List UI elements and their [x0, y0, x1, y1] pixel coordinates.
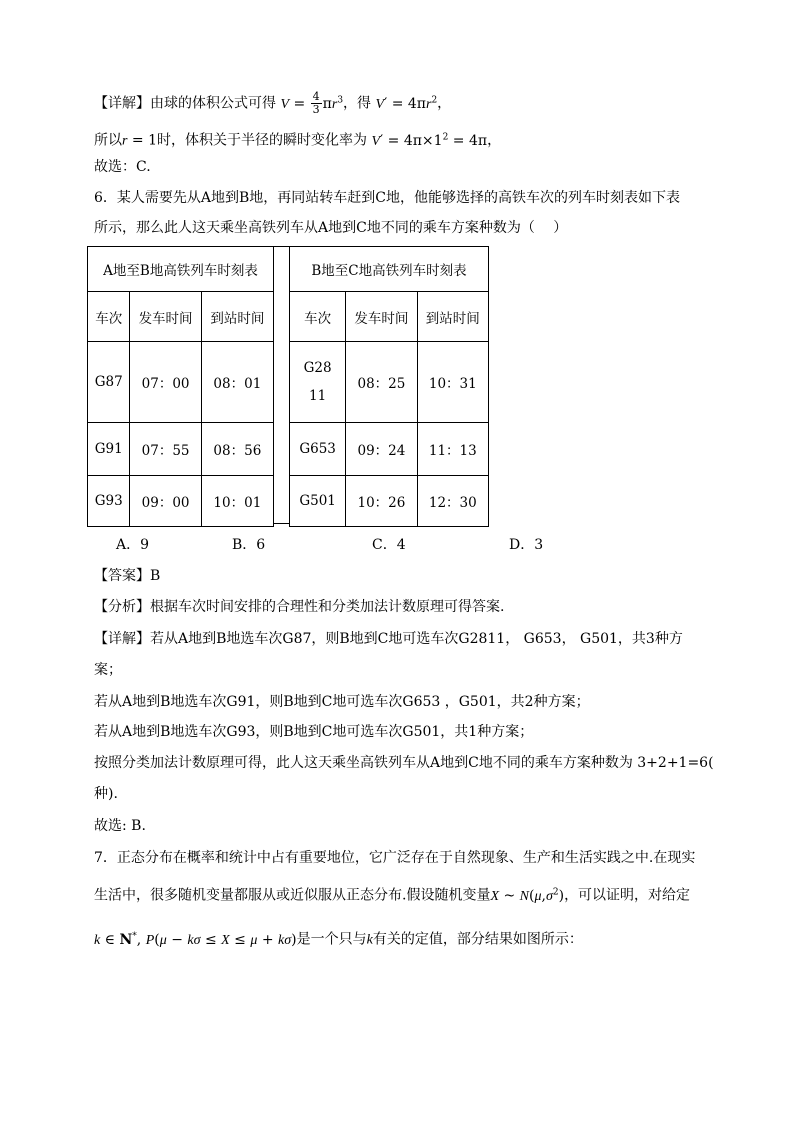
detail-text-2: ，得 — [343, 95, 372, 112]
cell: 08：01 — [201, 342, 273, 423]
cell: 11：13 — [417, 423, 488, 476]
detail-line-1 — [94, 629, 683, 649]
q7-text-3: 是一个只与 — [296, 931, 367, 948]
col-header: 发车时间 — [130, 292, 201, 342]
cell: 07：00 — [130, 342, 201, 423]
table-row — [88, 423, 274, 476]
table-row — [290, 423, 489, 476]
table-row — [88, 342, 274, 423]
cell: G501 — [290, 476, 346, 527]
table-row — [88, 476, 274, 527]
detail-line-2: 案； — [94, 662, 122, 678]
detail-text-4: 时，体积关于半径的瞬时变化率为 — [157, 132, 367, 149]
table-row — [290, 342, 489, 423]
cell: 12：30 — [417, 476, 488, 527]
cell: 10：26 — [346, 476, 417, 527]
option-b: B．6 — [232, 537, 266, 553]
q5-detail-line: 【详解】由球的体积公式可得 V = $\frac{4}{3}$ $\pi r^3$，得 $V' = 4\pi r^2$， — [94, 90, 452, 117]
col-header: 车次 — [88, 292, 130, 342]
analysis-text: 根据车次时间安排的合理性和分类加法计数原理可得答案. — [150, 599, 505, 615]
cell: G653 — [290, 423, 346, 476]
q7-line-3: k ∈ N*, P(μ − kσ ≤ X ≤ μ + kσ)是一个只与k有关的定值，部分结果如图所示： — [94, 931, 583, 948]
q6-stem-line-1: 6．某人需要先从A地到B地，再同站转车赶到C地，他能够选择的高铁车次的列车时刻表如下表 — [94, 190, 681, 206]
detail-line-5: 按照分类加法计数原理可得，此人这天乘坐高铁列车从A地到C地不同的乘车方案种数为 3+2+1=6( — [94, 755, 714, 771]
table-row — [290, 476, 489, 527]
q7-text-4: 有关的定值，部分结果如图所示： — [372, 931, 583, 948]
option-c: C．4 — [372, 537, 406, 553]
fraction: $\frac{4}{3}$ — [312, 90, 320, 117]
derivative-formula: $V' = 4\pi r^2$ — [375, 95, 438, 112]
q5-answer: 故选：C. — [94, 159, 151, 175]
volume-formula: V = $\frac{4}{3}$ $\pi r^3$ — [280, 90, 344, 117]
q7-text-2: ，可以证明，对给定 — [564, 887, 691, 904]
detail-text: 若从A地到B地选车次G87，则B地到C地可选车次G2811， G653， G501，共3种方 — [150, 631, 683, 647]
col-header: 车次 — [290, 292, 346, 342]
detail-line-3: 若从A地到B地选车次G91，则B地到C地可选车次G653 ，G501，共2种方案； — [94, 694, 590, 710]
cell: G2811 — [290, 342, 346, 423]
cell: 10：01 — [201, 476, 273, 527]
analysis-tag: 【分析】 — [94, 599, 150, 615]
cell: 08：56 — [201, 423, 273, 476]
timetable-b-to-c — [289, 246, 489, 527]
table-separator — [274, 246, 289, 524]
detail-tag: 【详解】 — [94, 95, 150, 112]
option-a: A．9 — [116, 537, 150, 553]
q5-detail-line-2: 所以r = 1时，体积关于半径的瞬时变化率为 $V' = 4\pi\times 1^2 = 4\pi$， — [94, 132, 502, 149]
rate-formula: $V' = 4\pi\times 1^2 = 4\pi$ — [371, 132, 488, 149]
col-header: 到站时间 — [417, 292, 488, 342]
cell: 10：31 — [417, 342, 488, 423]
cell: 09：00 — [130, 476, 201, 527]
cell: G93 — [88, 476, 130, 527]
cell: G91 — [88, 423, 130, 476]
analysis-line — [94, 597, 504, 617]
col-header: 到站时间 — [201, 292, 273, 342]
table-title: A地至B地高铁列车时刻表 — [88, 247, 274, 292]
cell: 08：25 — [346, 342, 417, 423]
table-title: B地至C地高铁列车时刻表 — [290, 247, 489, 292]
detail-line-4: 若从A地到B地选车次G93，则B地到C地可选车次G501，共1种方案； — [94, 724, 534, 740]
detail-text-3: 所以 — [94, 132, 122, 149]
q6-conclusion: 故选: B. — [94, 818, 146, 834]
timetable-a-to-b — [87, 246, 274, 527]
detail-text: 由球的体积公式可得 — [150, 95, 276, 112]
cell: G87 — [88, 342, 130, 423]
detail-line-6: 种). — [94, 786, 118, 802]
q7-line-1: 7．正态分布在概率和统计中占有重要地位，它广泛存在于自然现象、生产和生活实践之中.在现实 — [94, 850, 696, 866]
q7-line-2 — [94, 882, 690, 907]
cell: 09：24 — [346, 423, 417, 476]
answer-value: B — [150, 568, 161, 584]
normal-dist-formula: X ~ $N(\mu,\sigma^2)$ — [490, 887, 565, 904]
q7-text: 生活中，很多随机变量都服从或近似服从正态分布.假设随机变量 — [94, 887, 491, 904]
answer-tag: 【答案】 — [94, 568, 150, 584]
answer-line — [94, 566, 160, 586]
detail-tag: 【详解】 — [94, 631, 150, 647]
col-header: 发车时间 — [346, 292, 417, 342]
probability-formula: k ∈ N*, P(μ − kσ ≤ X ≤ μ + kσ) — [94, 931, 297, 948]
cell: 07：55 — [130, 423, 201, 476]
q6-stem-line-2: 所示，那么此人这天乘坐高铁列车从A地到C地不同的乘车方案种数为（ ） — [94, 220, 568, 236]
option-d: D．3 — [509, 537, 544, 553]
